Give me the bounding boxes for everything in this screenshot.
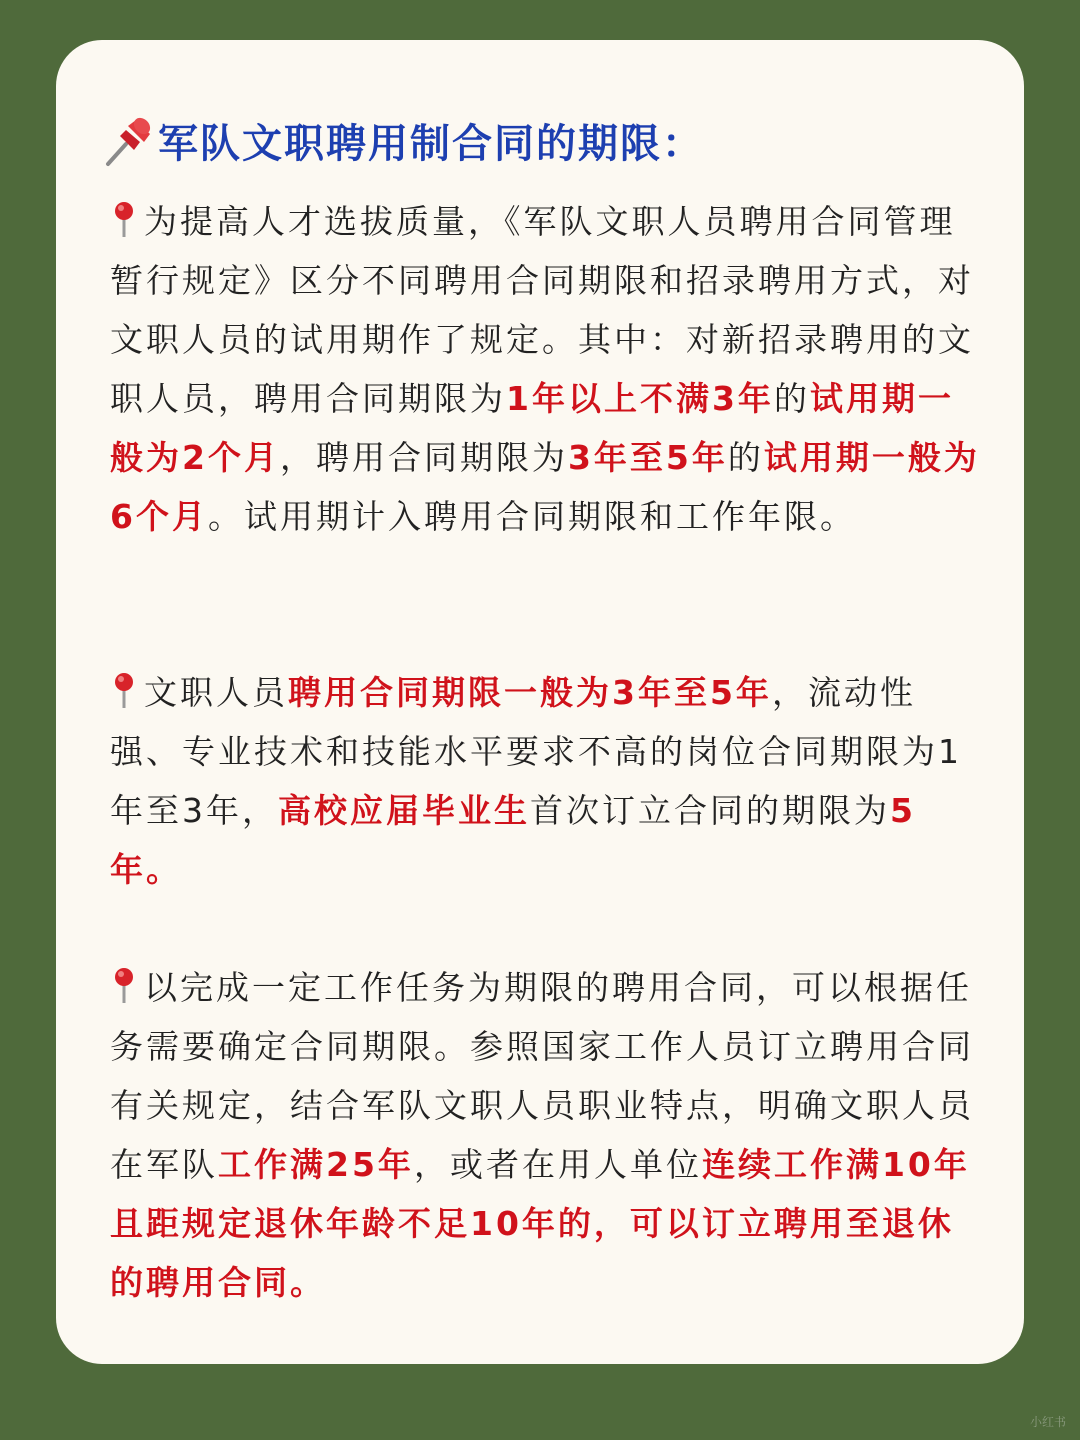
page-title bbox=[104, 100, 704, 180]
watermark: 小红书 bbox=[1029, 1415, 1066, 1429]
p1-highlight-3: 3年至5年 bbox=[567, 438, 728, 477]
p1-text-1: 为提高人才选拔质量，《军队文职人员聘用合同管理暂行规定》区分不同聘用合同期限和招录聘用方式，对文职人员的试用期作了规定。其中：对新招录聘用的文职人员，聘用合同期限为 bbox=[110, 202, 974, 418]
p3-highlight-2: 连续工作满10年且距规定退休年龄不足10年的，可以订立聘用至退休的聘用合同。 bbox=[110, 1145, 970, 1302]
p1-text-5: 。试用期计入聘用合同期限和工作年限。 bbox=[207, 497, 856, 536]
p3-text-2: ，或者在用人单位 bbox=[413, 1145, 702, 1184]
p2-highlight-2: 高校应届毕业生 bbox=[278, 791, 530, 830]
round-pushpin-icon bbox=[110, 967, 138, 1005]
p1-text-2: 的 bbox=[773, 379, 810, 418]
p2-highlight-3: 5年。 bbox=[110, 791, 916, 889]
p2-text-1: 文职人员 bbox=[144, 673, 288, 712]
p2-text-3: 首次订立合同的期限为 bbox=[530, 791, 890, 830]
p1-text-3: ，聘用合同期限为 bbox=[279, 438, 568, 477]
p1-highlight-4: 试用期一般为6个月 bbox=[110, 438, 980, 536]
pushpin-icon bbox=[104, 112, 154, 168]
p1-text-4: 的 bbox=[727, 438, 764, 477]
p3-highlight-1: 工作满25年 bbox=[218, 1145, 414, 1184]
paragraph-probation bbox=[110, 192, 980, 546]
paragraph-contract-term bbox=[110, 663, 980, 899]
p2-highlight-1: 聘用合同期限一般为3年至5年 bbox=[288, 673, 772, 712]
p1-highlight-2: 试用期一般为2个月 bbox=[110, 379, 954, 477]
round-pushpin-icon bbox=[110, 672, 138, 710]
p2-text-2: ，流动性强、专业技术和技能水平要求不高的岗位合同期限为1年至3年， bbox=[110, 673, 962, 830]
round-pushpin-icon bbox=[110, 201, 138, 239]
paragraph-task-contract bbox=[110, 958, 980, 1312]
p1-highlight-1: 1年以上不满3年 bbox=[506, 379, 774, 418]
p3-text-1: 以完成一定工作任务为期限的聘用合同，可以根据任务需要确定合同期限。参照国家工作人员订立聘用合同有关规定，结合军队文职人员职业特点，明确文职人员在军队 bbox=[110, 968, 974, 1184]
title-text: 军队文职聘用制合同的期限： bbox=[158, 120, 704, 167]
